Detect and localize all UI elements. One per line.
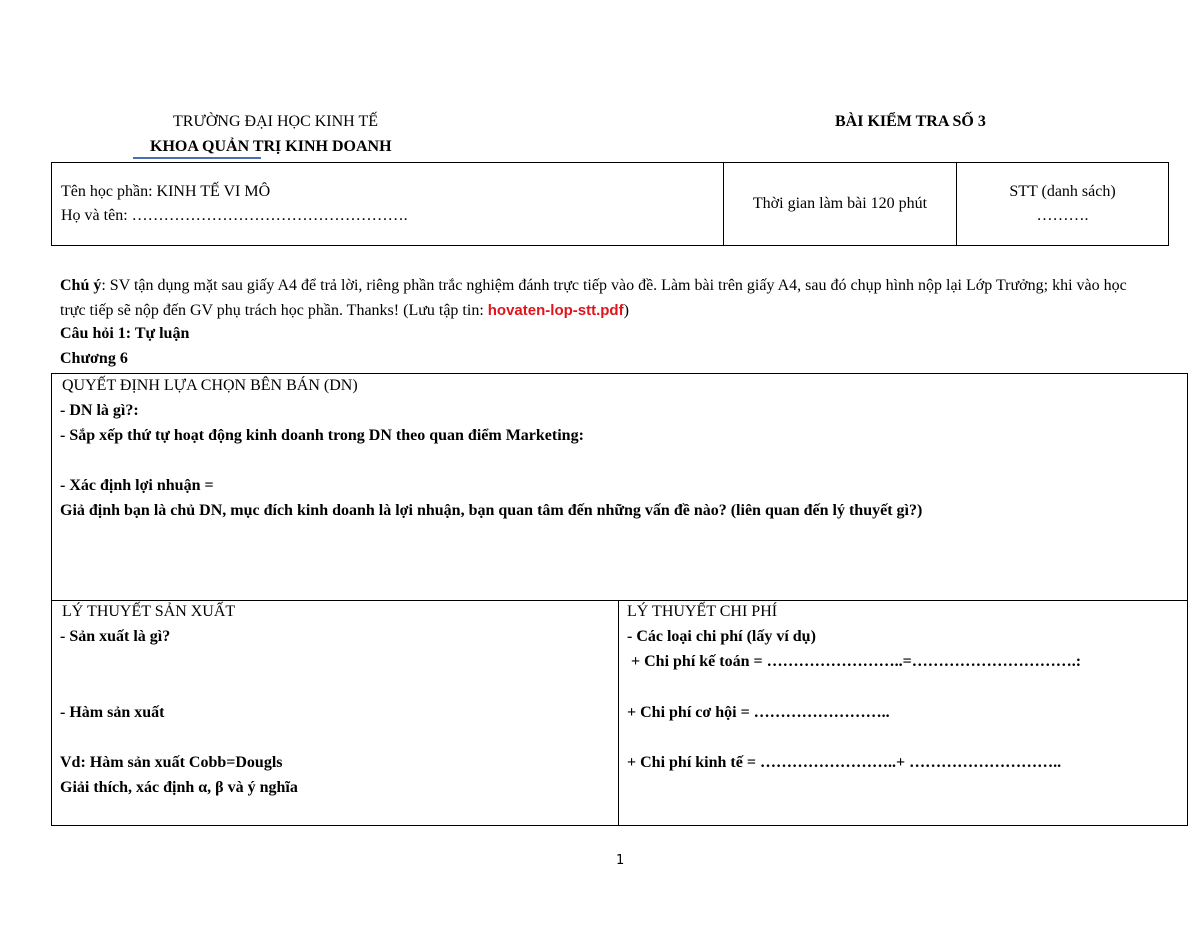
seller-decision-heading: QUYẾT ĐỊNH LỰA CHỌN BÊN BÁN (DN) xyxy=(62,377,358,394)
stt-cell xyxy=(957,163,1168,245)
cost-heading: LÝ THUYẾT CHI PHÍ xyxy=(627,603,778,620)
seller-q4: Giả định bạn là chủ DN, mục đích kinh doanh là lợi nhuận, bạn quan tâm đến những vấn đề nào? (liên quan đến lý thuyết gì?) xyxy=(60,502,923,519)
cost-economic: + Chi phí kinh tế = ……………………..+ ……………………….. xyxy=(627,754,1062,771)
course-name: Tên học phần: KINH TẾ VI MÔ xyxy=(61,183,271,200)
stt-label: STT (danh sách) xyxy=(1009,183,1116,200)
cost-q1: - Các loại chi phí (lấy ví dụ) xyxy=(627,628,816,645)
school-name: TRƯỜNG ĐẠI HỌC KINH TẾ xyxy=(173,113,378,130)
page-number: 1 xyxy=(616,853,625,868)
time-limit: Thời gian làm bài 120 phút xyxy=(752,195,928,212)
production-q3: Vd: Hàm sản xuất Cobb=Dougls xyxy=(60,754,283,771)
note-label: Chú ý xyxy=(60,277,102,294)
cost-accounting: + Chi phí kế toán = ……………………..=………………………….: xyxy=(627,653,1082,670)
exam-title: BÀI KIỂM TRA SỐ 3 xyxy=(835,113,986,130)
note-paragraph xyxy=(60,273,1140,323)
seller-q3: - Xác định lợi nhuận = xyxy=(60,477,214,494)
production-heading: LÝ THUYẾT SẢN XUẤT xyxy=(62,603,236,620)
question-box xyxy=(51,373,1188,826)
cost-theory-column xyxy=(619,601,1187,825)
note-filename: hovaten-lop-stt.pdf xyxy=(487,302,624,319)
note-text: : SV tận dụng mặt sau giấy A4 để trả lời, riêng phần trắc nghiệm đánh trực tiếp vào đề. Làm bài trên giấy A4, sau đó chụp hình nộp lại Lớp Trưởng; khi vào học trực tiếp sẽ nộp đến GV phụ trách học phần. Thanks! (Lưu tập tin: xyxy=(60,277,1127,319)
faculty-underline xyxy=(133,157,261,159)
production-theory-column xyxy=(52,601,619,825)
student-name-line: Họ và tên: ……………………………………………. xyxy=(61,207,408,224)
production-q4: Giải thích, xác định α, β và ý nghĩa xyxy=(60,779,298,796)
chapter-title: Chương 6 xyxy=(60,350,128,367)
seller-q1: - DN là gì?: xyxy=(60,402,139,419)
production-q2: - Hàm sản xuất xyxy=(60,704,165,721)
info-table xyxy=(51,162,1169,246)
question-1-title: Câu hỏi 1: Tự luận xyxy=(60,325,190,342)
cost-opportunity: + Chi phí cơ hội = …………………….. xyxy=(627,704,890,721)
note-close: ) xyxy=(623,302,629,319)
seller-q2: - Sắp xếp thứ tự hoạt động kinh doanh trong DN theo quan điểm Marketing: xyxy=(60,427,584,444)
time-cell xyxy=(724,163,957,245)
faculty-name: KHOA QUẢN TRỊ KINH DOANH xyxy=(150,138,392,155)
stt-value: ………. xyxy=(1036,207,1089,224)
course-cell xyxy=(52,163,724,245)
production-q1: - Sản xuất là gì? xyxy=(60,628,171,645)
seller-decision-section xyxy=(52,374,1187,601)
theory-section xyxy=(52,601,1187,825)
